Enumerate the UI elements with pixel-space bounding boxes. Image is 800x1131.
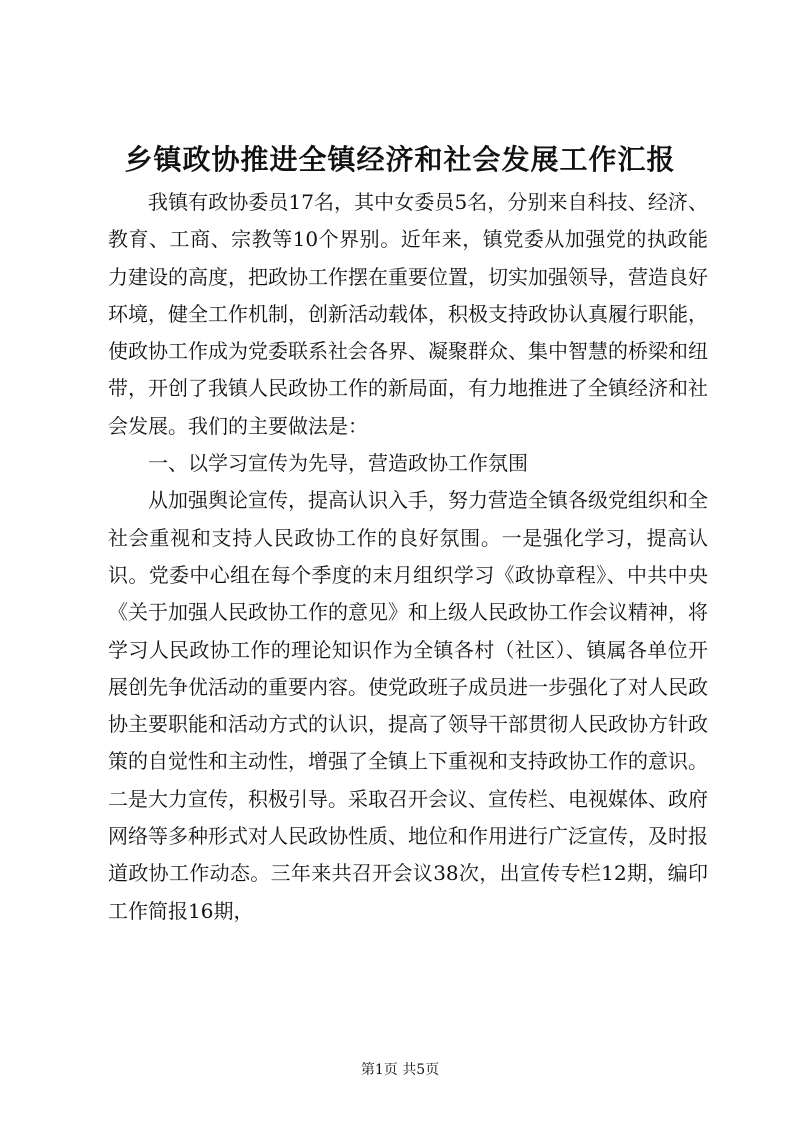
- document-body: [108, 184, 708, 930]
- section-heading: 一、以学习宣传为先导，营造政协工作氛围: [148, 451, 528, 476]
- page-number-footer: 第1页 共5页: [360, 1062, 440, 1078]
- document-title: 乡镇政协推进全镇经济和社会发展工作汇报: [124, 143, 676, 176]
- intro-paragraph: 我镇有政协委员17名，其中女委员5名，分别来自科技、经济、教育、工商、宗教等10个界别。近年来，镇党委从加强党的执政能力建设的高度，把政协工作摆在重要位置，切实加强领导，营造良好环境，健全工作机制，创新活动载体，积极支持政协认真履行职能，使政协工作成为党委联系社会各界、凝聚群众、集中智慧的桥梁和纽带，开创了我镇人民政协工作的新局面，有力地推进了全镇经济和社会发展。我们的主要做法是：: [108, 190, 708, 438]
- section-paragraph: 从加强舆论宣传，提高认识入手，努力营造全镇各级党组织和全社会重视和支持人民政协工作的良好氛围。一是强化学习，提高认识。党委中心组在每个季度的末月组织学习《政协章程》、中共中央《关于加强人民政协工作的意见》和上级人民政协工作会议精神，将学习人民政协工作的理论知识作为全镇各村（社区）、镇属各单位开展创先争优活动的重要内容。使党政班子成员进一步强化了对人民政协主要职能和活动方式的认识，提高了领导干部贯彻人民政协方针政策的自觉性和主动性，增强了全镇上下重视和支持政协工作的意识。二是大力宣传，积极引导。采取召开会议、宣传栏、电视媒体、政府网络等多种形式对人民政协性质、地位和作用进行广泛宣传，及时报道政协工作动态。三年来共召开会议38次，出宣传专栏12期，编印工作简报16期，: [108, 488, 708, 923]
